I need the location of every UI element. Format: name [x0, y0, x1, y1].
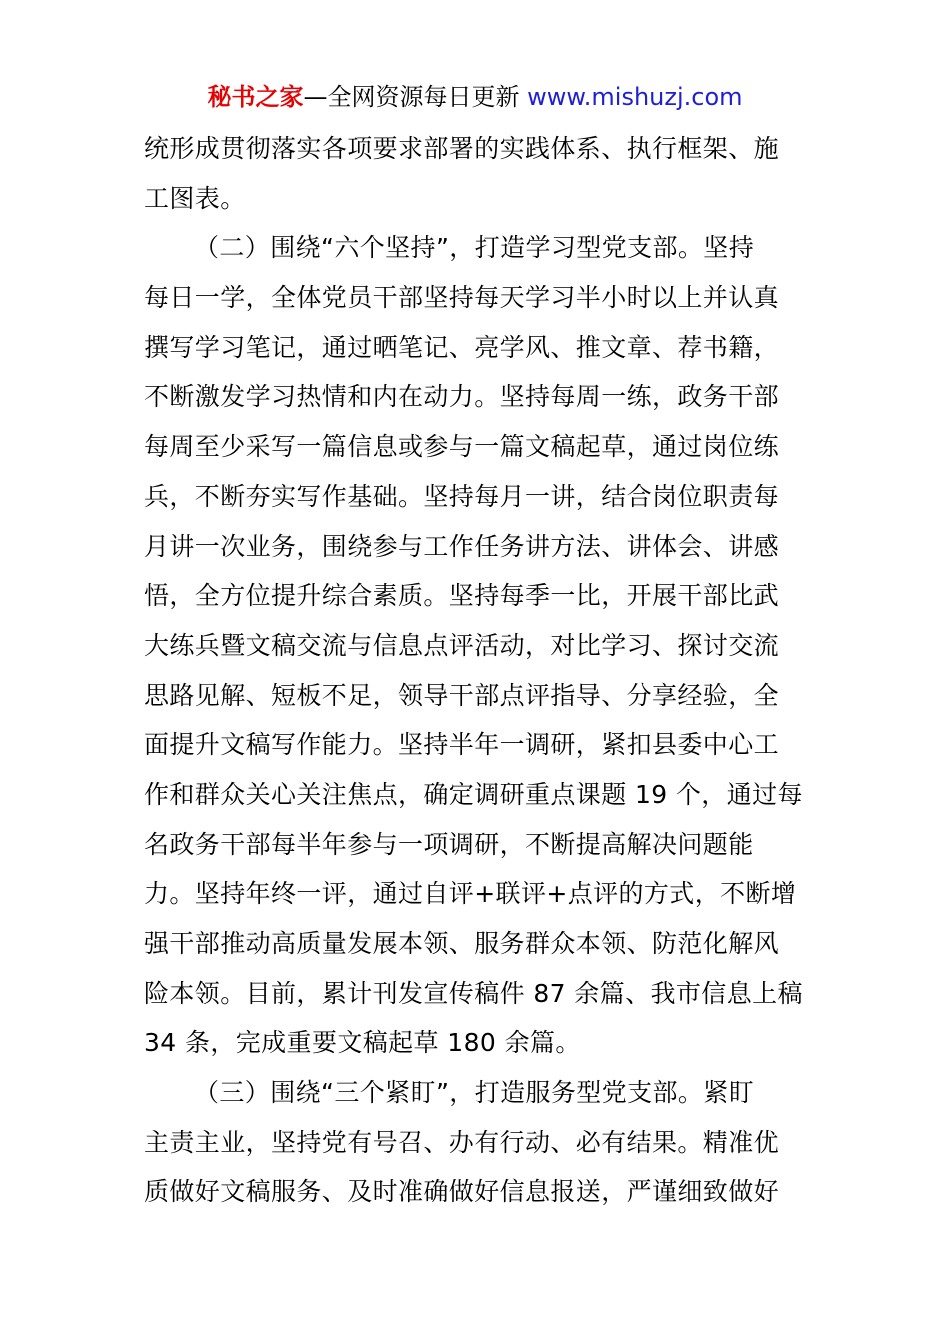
text-line: 力。坚持年终一评，通过自评+联评+点评的方式，不断增 — [144, 879, 797, 909]
text-line: 月讲一次业务，围绕参与工作任务讲方法、讲体会、讲感 — [144, 531, 780, 561]
site-header — [0, 80, 950, 114]
text-line: 作和群众关心关注焦点，确定调研重点课题 19 个，通过每 — [144, 779, 803, 809]
text-line: 大练兵暨文稿交流与信息点评活动，对比学习、探讨交流 — [144, 630, 780, 660]
text-line: 工图表。 — [144, 183, 246, 213]
document-body — [144, 124, 812, 1217]
site-tagline: —全网资源每日更新 — [303, 83, 520, 111]
text-line: 强干部推动高质量发展本领、服务群众本领、防范化解风 — [144, 929, 780, 958]
text-line: 统形成贯彻落实各项要求部署的实践体系、执行框架、施 — [144, 134, 780, 163]
text-line: 悟，全方位提升综合素质。坚持每季一比，开展干部比武 — [144, 581, 780, 611]
text-line: 思路见解、短板不足，领导干部点评指导、分享经验，全 — [144, 680, 780, 710]
text-line: 每周至少采写一篇信息或参与一篇文稿起草，通过岗位练 — [144, 432, 780, 462]
text-line: 撰写学习笔记，通过晒笔记、亮学风、推文章、荐书籍， — [144, 332, 780, 362]
text-line: 34 条，完成重要文稿起草 180 余篇。 — [144, 1028, 581, 1058]
paragraph-heading-line: （二）围绕“六个坚持”，打造学习型党支部。坚持 — [194, 233, 755, 263]
text-line: 名政务干部每半年参与一项调研，不断提高解决问题能 — [144, 829, 754, 859]
site-url-link[interactable]: www.mishuzj.com — [527, 83, 743, 111]
text-line: 不断激发学习热情和内在动力。坚持每周一练，政务干部 — [144, 382, 780, 412]
text-line: 质做好文稿服务、及时准确做好信息报送，严谨细致做好 — [144, 1177, 780, 1207]
text-line: 主责主业，坚持党有号召、办有行动、必有结果。精准优 — [144, 1127, 780, 1157]
text-line: 每日一学，全体党员干部坚持每天学习半小时以上并认真 — [144, 283, 780, 313]
text-line: 面提升文稿写作能力。坚持半年一调研，紧扣县委中心工 — [144, 730, 780, 760]
site-brand: 秘书之家 — [207, 83, 304, 111]
paragraph-heading-line: （三）围绕“三个紧盯”，打造服务型党支部。紧盯 — [194, 1078, 755, 1108]
text-line: 兵，不断夯实写作基础。坚持每月一讲，结合岗位职责每 — [144, 481, 780, 511]
text-line: 险本领。目前，累计刊发宣传稿件 87 余篇、我市信息上稿 — [144, 978, 803, 1008]
